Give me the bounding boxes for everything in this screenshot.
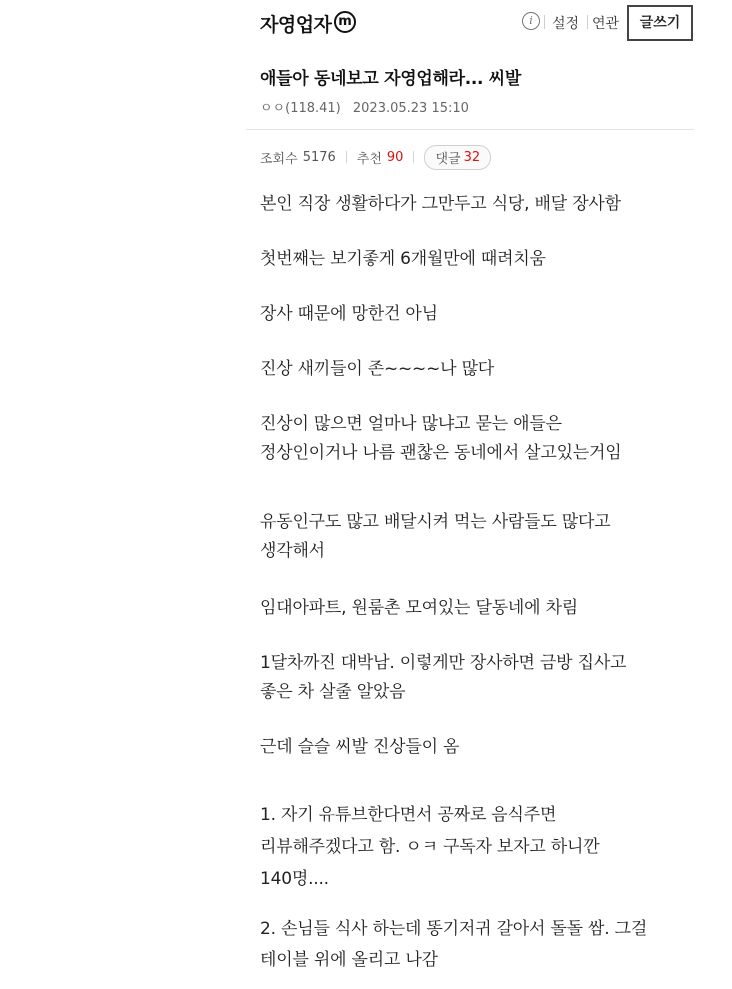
post-stats bbox=[260, 146, 491, 168]
post-paragraph: 진상 새끼들이 존~~~~나 많다 bbox=[260, 359, 495, 379]
views-stat bbox=[260, 148, 336, 167]
header-divider bbox=[544, 15, 545, 29]
post-title: 애들아 동네보고 자영업해라... 씨발 bbox=[260, 69, 522, 89]
comments-button[interactable] bbox=[424, 145, 491, 170]
post-paragraph: 진상이 많으면 얼마나 많냐고 묻는 애들은 bbox=[260, 414, 562, 434]
post-author[interactable]: ㅇㅇ(118.41) bbox=[260, 101, 341, 116]
post-paragraph: 장사 때문에 망한건 아님 bbox=[260, 304, 438, 324]
views-label: 조회수 bbox=[260, 151, 298, 167]
title-divider bbox=[246, 129, 694, 130]
recommend-stat bbox=[357, 148, 404, 167]
post-paragraph: 리뷰해주겠다고 함. ㅇㅋ 구독자 보자고 하니깐 bbox=[260, 837, 600, 857]
post-paragraph: 유동인구도 많고 배달시켜 먹는 사람들도 많다고 bbox=[260, 512, 611, 532]
post-meta bbox=[260, 97, 477, 116]
write-post-button[interactable]: 글쓰기 bbox=[627, 5, 693, 41]
stat-divider bbox=[413, 151, 414, 163]
post-paragraph: 근데 슬슬 씨발 진상들이 옴 bbox=[260, 737, 460, 757]
post-paragraph: 첫번째는 보기좋게 6개월만에 때려치움 bbox=[260, 249, 546, 269]
post-paragraph: 2. 손님들 식사 하는데 똥기저귀 갈아서 돌돌 쌈. 그걸 bbox=[260, 919, 648, 939]
post-paragraph: 테이블 위에 올리고 나감 bbox=[260, 950, 438, 970]
post-paragraph: 1. 자기 유튜브한다면서 공짜로 음식주면 bbox=[260, 805, 557, 825]
recommend-count: 90 bbox=[386, 149, 404, 165]
views-count: 5176 bbox=[302, 149, 336, 165]
header-divider bbox=[587, 15, 588, 29]
related-link[interactable]: 연관 bbox=[592, 16, 620, 32]
comments-count: 32 bbox=[463, 149, 481, 165]
recommend-label: 추천 bbox=[356, 151, 382, 167]
post-paragraph: 본인 직장 생활하다가 그만두고 식당, 배달 장사함 bbox=[260, 194, 621, 214]
post-paragraph: 좋은 차 살줄 알았음 bbox=[260, 682, 406, 702]
post-paragraph: 140명.... bbox=[260, 869, 329, 889]
minor-gallery-badge-icon: m bbox=[334, 11, 356, 33]
gallery-title[interactable]: 자영업자 bbox=[260, 14, 332, 36]
post-date: 2023.05.23 15:10 bbox=[352, 101, 469, 116]
post-paragraph: 1달차까진 대박남. 이렇게만 장사하면 금방 집사고 bbox=[260, 653, 627, 673]
stat-divider bbox=[346, 151, 347, 163]
comments-label: 댓글 bbox=[435, 151, 461, 167]
post-paragraph: 임대아파트, 원룸촌 모여있는 달동네에 차림 bbox=[260, 598, 579, 618]
post-paragraph: 정상인이거나 나름 괜찮은 동네에서 살고있는거임 bbox=[260, 443, 622, 463]
post-paragraph: 생각해서 bbox=[260, 541, 325, 561]
settings-link[interactable]: 설정 bbox=[552, 16, 580, 32]
info-icon[interactable]: i bbox=[522, 12, 540, 30]
gallery-header bbox=[246, 0, 694, 46]
